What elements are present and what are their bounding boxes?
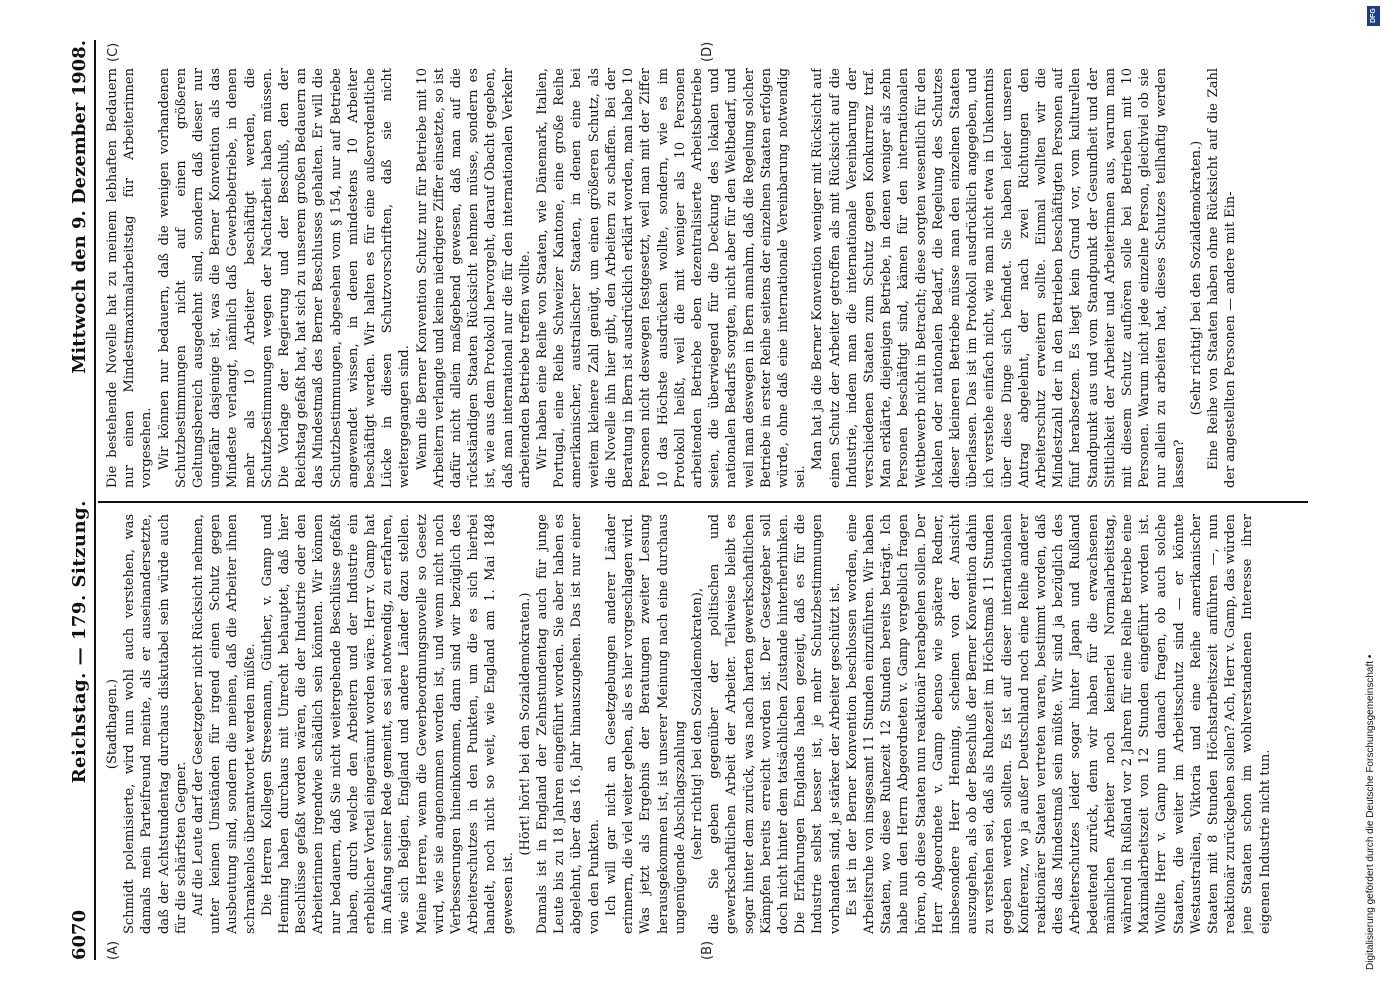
margin-marker-b: (B) [700,940,715,960]
page-number: 6070 [69,909,90,960]
paragraph: Wir können nur bedauern, daß die wenigen vorhandenen Schutzbestimmungen nicht auf einen größeren Geltungsbereich ausgedehnt sind, sondern daß dieser nur ungefähr dasjenige ist, was die Berner Konvention als das Mindeste verlangt, nämlich daß Gewerbebetriebe, in denen mehr als 10 Arbeiter beschäftigt werden, die Schutzbestimmungen wegen der Nachtarbeit haben müssen. Die Vorlage der Regierung und der Beschluß, den der Reichstag gefaßt hat, hat sich zu unserem großen Bedauern an das Mindestmaß des Berner Beschlusses gehalten. Er will die Schutzbestimmungen, abgesehen vom § 154, nur auf Betriebe angewendet wissen, in denen mindestens 10 Arbeiter beschäftigt werden. Wir halten es für eine außerordentliche Lücke in diesen Schutzvorschriften, daß sie nicht weitergegangen sind. [156,68,413,488]
margin-marker-c: (C) [106,42,121,62]
margin-marker-a: (A) [106,940,121,960]
paragraph: Die Herren Kollegen Stresemann, Günther, v. Gamp und Henning haben durchaus mit Unrecht behauptet, daß hier Beschlüsse gefaßt worden wären, die der Industrie oder den Arbeiterinnen irgendwie schädlich sein könnten. Wir können nur bedauern, daß Sie nicht weitergehende Beschlüsse gefaßt haben, durch welche den Arbeitern und der Industrie ein erheblicher Vorteil eingeräumt worden wäre. Herr v. Gamp hat im Anfang seiner Rede gemeint, es sei notwendig, zu erfahren, wie sich Belgien, England und andere Länder dazu stellen. Meine Herren, wenn die Gewerbeordnungsnovelle so Gesetz wird, wie sie angenommen worden ist, und wenn nicht noch Verbesserungen hineinkommen, dann sind wir bezüglich des Arbeiterschutzes in den Punkten, um die es sich hierbei handelt, noch nicht so weit, wie England am 1. Mai 1848 gewesen ist. [259,514,516,934]
right-text-column [104,68,1304,488]
interjection: (Sehr richtig! bei den Sozialdemokraten.) [1188,140,1204,416]
paragraph: Die bestehende Novelle hat zu meinem lebhaften Bedauern nur einen Mindestmaximalarbeitstag für Arbeiterinnen vorgesehen. [105,68,155,488]
header-rule [94,40,96,960]
paragraph: Damals ist in England der Zehnstundentag auch für junge Leute bis zu 18 Jahren eingeführt worden. Sie aber haben es abgelehnt, über das 16. Jahr hinauszugehen. Das ist nur einer von den Punkten. [535,514,602,934]
paragraph: Eine Reihe von Staaten haben ohne Rücksicht auf die Zahl der angestellten Personen — andere mit Ein- [1206,68,1239,488]
page-header [60,40,90,960]
column-divider [98,501,1308,503]
paragraph: die Sie geben gegenüber der politischen und gewerkschaftlichen Arbeit der Arbeiter. Teilweise bleibt es sogar hinter dem zurück, was nach harten gewerkschaftlichen Kämpfen bereits erreicht worden ist. Der Gesetzgeber soll doch nicht hinter dem tatsächlichen Zustande hinterherhinken. Die Erfahrungen Englands haben gezeigt, daß es für die Industrie selbst besser ist, je mehr Schutzbestimmungen vorhanden sind, je stärker der Arbeiter geschützt ist. [707,514,843,934]
paragraph: Wenn die Berner Konvention Schutz nur für Betriebe mit 10 Arbeitern verlangte und keine niedrigere Ziffer einsetzte, so ist dafür nicht allein maßgebend gewesen, daß man auf die rückständigen Staaten Rücksicht nehmen müsse, sondern es ist, wie aus dem Protokoll hervorgeht, darauf Obacht gegeben, daß man international nur die für den internationalen Verkehr arbeitenden Betriebe treffen wollte. [414,68,533,488]
interjection: (sehr richtig! bei den Sozialdemokraten), [689,587,705,861]
session-title: Reichstag. — 179. Sitzung. [69,500,90,784]
digitization-credit: Digitalisierung gefördert durch die Deutsche Forschungsgemeinschaft • [1365,654,1376,970]
interjection: (Hört! hört! bei den Sozialdemokraten.) [517,592,533,856]
paragraph: Ich will gar nicht an Gesetzgebungen anderer Länder erinnern, die viel weiter gehen, als es hier vorgeschlagen wird. Was jetzt als Ergebnis der Beratungen zweiter Lesung herausgekommen ist, ist unserer Meinung nach eine durchaus ungenügende Abschlagszahlung [603,514,688,934]
paragraph: Man hat ja die Berner Konvention weniger mit Rücksicht auf einen Schutz der Arbeiter getroffen als mit Rücksicht auf die Industrie, indem man die internationale Vereinbarung der verschiedenen Staaten zum Schutz gegen Konkurrenz traf. Man erklärte, diejenigen Betriebe, in denen weniger als zehn Personen beschäftigt sind, kämen für den internationalen Wettbewerb nicht in Betracht; diese sorgten wesentlich für den lokalen oder nationalen Bedarf, die Regelung des Schutzes dieser kleineren Betriebe müsse man den einzelnen Staaten überlassen. Das ist im Protokoll ausdrücklich angegeben, und ich verstehe einfach nicht, wie man nicht etwa in Unkenntnis über diese Dinge sich befindet. Sie haben leider unseren Antrag abgelehnt, der nach zwei Richtungen den Arbeiterschutz erweitern sollte. Einmal wollten wir die Mindestzahl der in den Betrieben beschäftigten Personen auf fünf herabsetzen. Es liegt kein Grund vor, vom kulturellen Standpunkt aus und vom Standpunkt der Gesundheit und der Sittlichkeit der Arbeiter und Arbeiterinnen aus, warum man mit diesem Schutz aufhören solle bei Betrieben mit 10 Personen. Warum nicht jede einzelne Person, gleichviel ob sie nur allein zu arbeiten hat, dieses Schutzes teilhaftig werden lassen? [810,68,1187,488]
paragraph: Schmidt polemisierte, wird nun wohl auch verstehen, was damals mein Parteifreund meinte, als er auseinandersetzte, daß der Achtstundentag durchaus diskutabel sein würde auch für die schärfsten Gegner. [122,514,189,934]
paragraph: Es ist in der Berner Konvention beschlossen worden, eine Arbeitsruhe von insgesamt 11 Stunden einzuführen. Wir haben Staaten, wo diese Ruhezeit 12 Stunden bereits beträgt. Ich habe nun den Herrn Abgeordneten v. Gamp vergeblich fragen hören, ob diese Staaten nun reaktionär herabgehen sollen. Der Herr Abgeordnete v. Gamp ebenso wie spätere Redner, insbesondere Herr Henning, scheinen von der Ansicht auszugehen, als ob der Beschluß der Berner Konvention dahin zu verstehen sei, daß als Ruhezeit im Höchstmaß 11 Stunden gegeben werden sollten. Es ist auf dieser internationalen Konferenz, wo ja außer Deutschland noch eine Reihe anderer reaktionärer Staaten vertreten waren, bestimmt worden, daß dies das Mindestmaß sein müßte. Wir sind ja bezüglich des Arbeiterschutzes leider sogar hinter Japan und Rußland bedeutend zurück, denn wir haben für die erwachsenen männlichen Arbeiter noch keinerlei Normalarbeitstag, während in Rußland vor 2 Jahren für eine Reihe Betriebe eine Maximalarbeitszeit von 12 Stunden eingeführt worden ist. Wollte Herr v. Gamp nun danach fragen, ob auch solche Staaten, die weiter im Arbeitsschutz sind — er könnte Westaustralien, Viktoria und eine Reihe amerikanischer Staaten mit 8 Stunden Höchstarbeitszeit anführen —, nun reaktionär zurückgehen sollen? Ach, Herr v. Gamp, das würden jene Staaten schon im wohlverstandenen Interesse ihrer eigenen Industrie nicht tun. [844,514,1273,934]
paragraph: Wir haben eine Reihe von Staaten, wie Dänemark, Italien, Portugal, eine Reihe Schweizer Kantone, eine große Reihe amerikanischer, australischer Staaten, in denen eine bei weitem kleinere Zahl genügt, um einen größeren Schutz, als die Novelle ihn hier gibt, den Arbeitern zu schaffen. Bei der Beratung in Bern ist ausdrücklich erklärt worden, man habe 10 Personen nicht deswegen festgesetzt, weil man mit der Ziffer 10 das Höchste ausdrücken wollte, sondern, wie es im Protokoll heißt, weil die mit weniger als 10 Personen arbeitenden Betriebe eben dezentralisierte Arbeitsbetriebe seien, die überwiegend für die Deckung des lokalen und nationalen Bedarfs sorgten, nicht aber für den Weltbedarf, und weil man deswegen in Bern annahm, daß die Regelung solcher Betriebe in erster Reihe seitens der einzelnen Staaten erfolgen würde, ohne daß eine internationale Vereinbarung notwendig sei. [535,68,809,488]
speaker-name: (Stadthagen.) [105,678,120,770]
session-date: Mittwoch den 9. Dezember 1908. [69,40,90,374]
dfg-logo: DFG [1367,6,1380,26]
margin-marker-d: (D) [700,41,715,62]
paragraph: Auf die Leute darf der Gesetzgeber nicht Rücksicht nehmen, unter keinen Umständen für irgend einen Schutz gegen Ausbeutung sind, sondern die meinen, daß die Arbeiter ihnen schrankenlos überantwortet werden müßte. [191,514,258,934]
left-text-column [104,514,1304,934]
